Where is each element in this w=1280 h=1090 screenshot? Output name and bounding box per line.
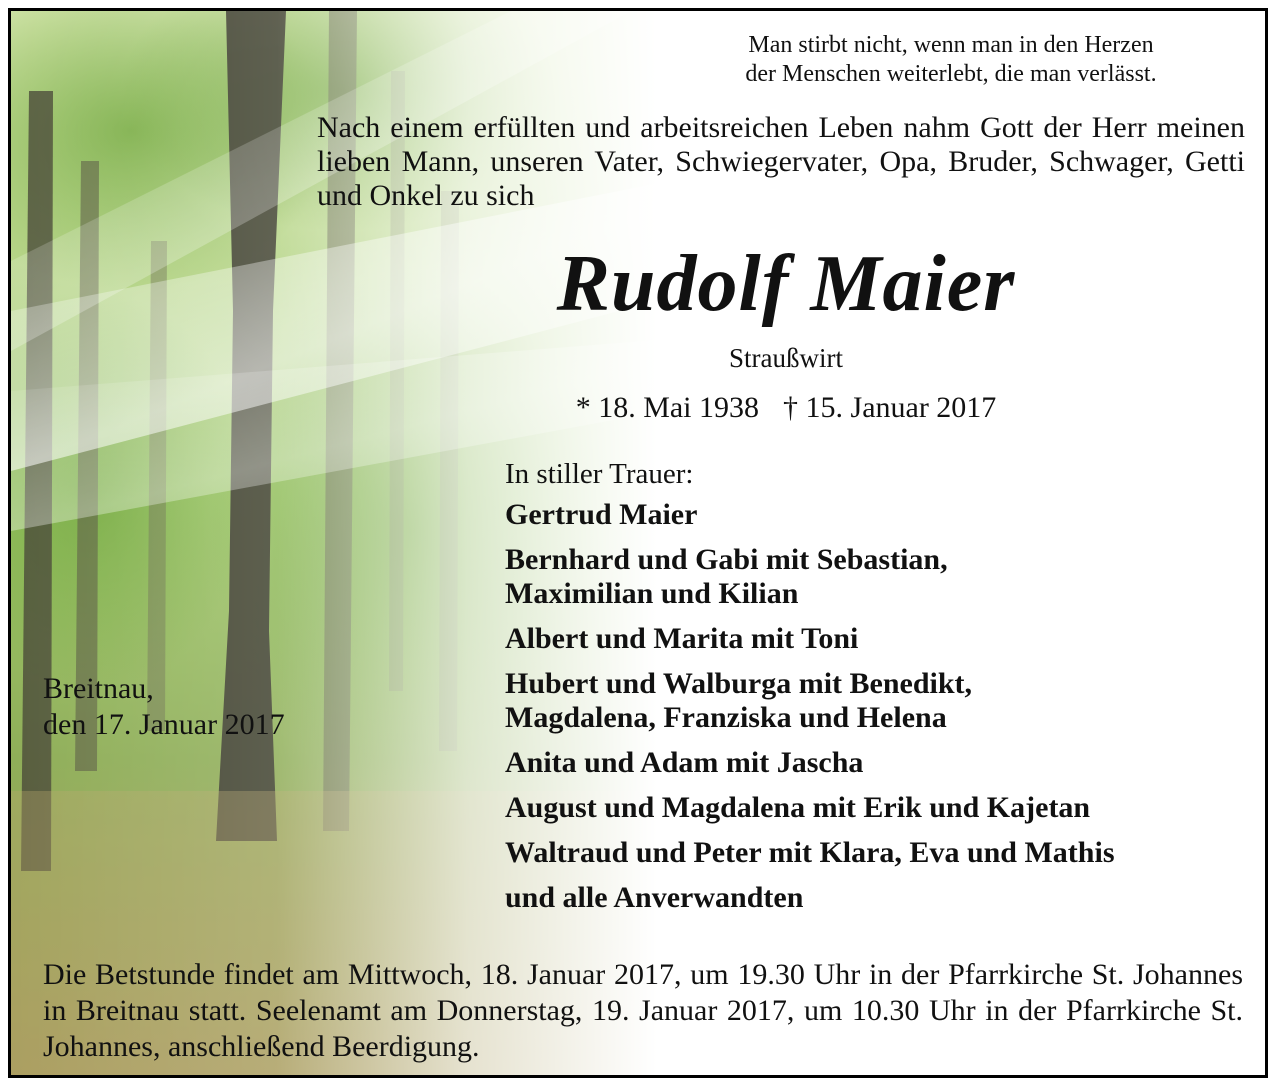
mourner-entry: Albert und Marita mit Toni bbox=[505, 622, 859, 655]
deceased-occupation: Straußwirt bbox=[729, 343, 843, 373]
mourner-entry: Gertrud Maier bbox=[505, 498, 698, 531]
birth-date: * 18. Mai 1938 bbox=[575, 391, 760, 424]
mourners-list bbox=[505, 498, 1245, 915]
intro-text: Nach einem erfüllten und arbeitsreichen Leben nahm Gott der Herr meinen lieben Mann, unseren Vater, Schwiegervater, Opa, Bruder, Schwager, Getti und Onkel zu sich bbox=[317, 111, 1245, 212]
mourner-entry: Waltraud und Peter mit Klara, Eva und Mathis bbox=[505, 836, 1115, 869]
motto-line: Man stirbt nicht, wenn man in den Herzen bbox=[748, 32, 1154, 58]
place-town: Breitnau, bbox=[43, 672, 154, 705]
motto-quote bbox=[651, 31, 1251, 89]
mourner-entry: Bernhard und Gabi mit Sebastian, Maximilian und Kilian bbox=[505, 543, 948, 610]
mourner-entry: Anita und Adam mit Jascha bbox=[505, 746, 864, 779]
life-dates bbox=[461, 391, 1111, 425]
mourning-lead: In stiller Trauer: bbox=[505, 458, 694, 490]
mourners-section bbox=[505, 456, 1245, 926]
obituary-card bbox=[8, 8, 1268, 1078]
deceased-name: Rudolf Maier bbox=[556, 240, 1016, 328]
mourner-entry: und alle Anverwandten bbox=[505, 881, 804, 914]
mourner-entry: Hubert und Walburga mit Benedikt, Magdalena, Franziska und Helena bbox=[505, 667, 973, 734]
place-and-date bbox=[43, 671, 363, 743]
motto-line: der Menschen weiterlebt, die man verlässt. bbox=[745, 61, 1157, 87]
service-notice: Die Betstunde findet am Mittwoch, 18. Januar 2017, um 19.30 Uhr in der Pfarrkirche St. Johannes in Breitnau statt. Seelenamt am Donnerstag, 19. Januar 2017, um 10.30 Uhr in der Pfarrkirche St. Johannes, anschließend Beerdigung. bbox=[43, 958, 1243, 1063]
mourner-entry: August und Magdalena mit Erik und Kajetan bbox=[505, 791, 1091, 824]
death-date: † 15. Januar 2017 bbox=[783, 391, 997, 424]
place-date: den 17. Januar 2017 bbox=[43, 708, 285, 741]
